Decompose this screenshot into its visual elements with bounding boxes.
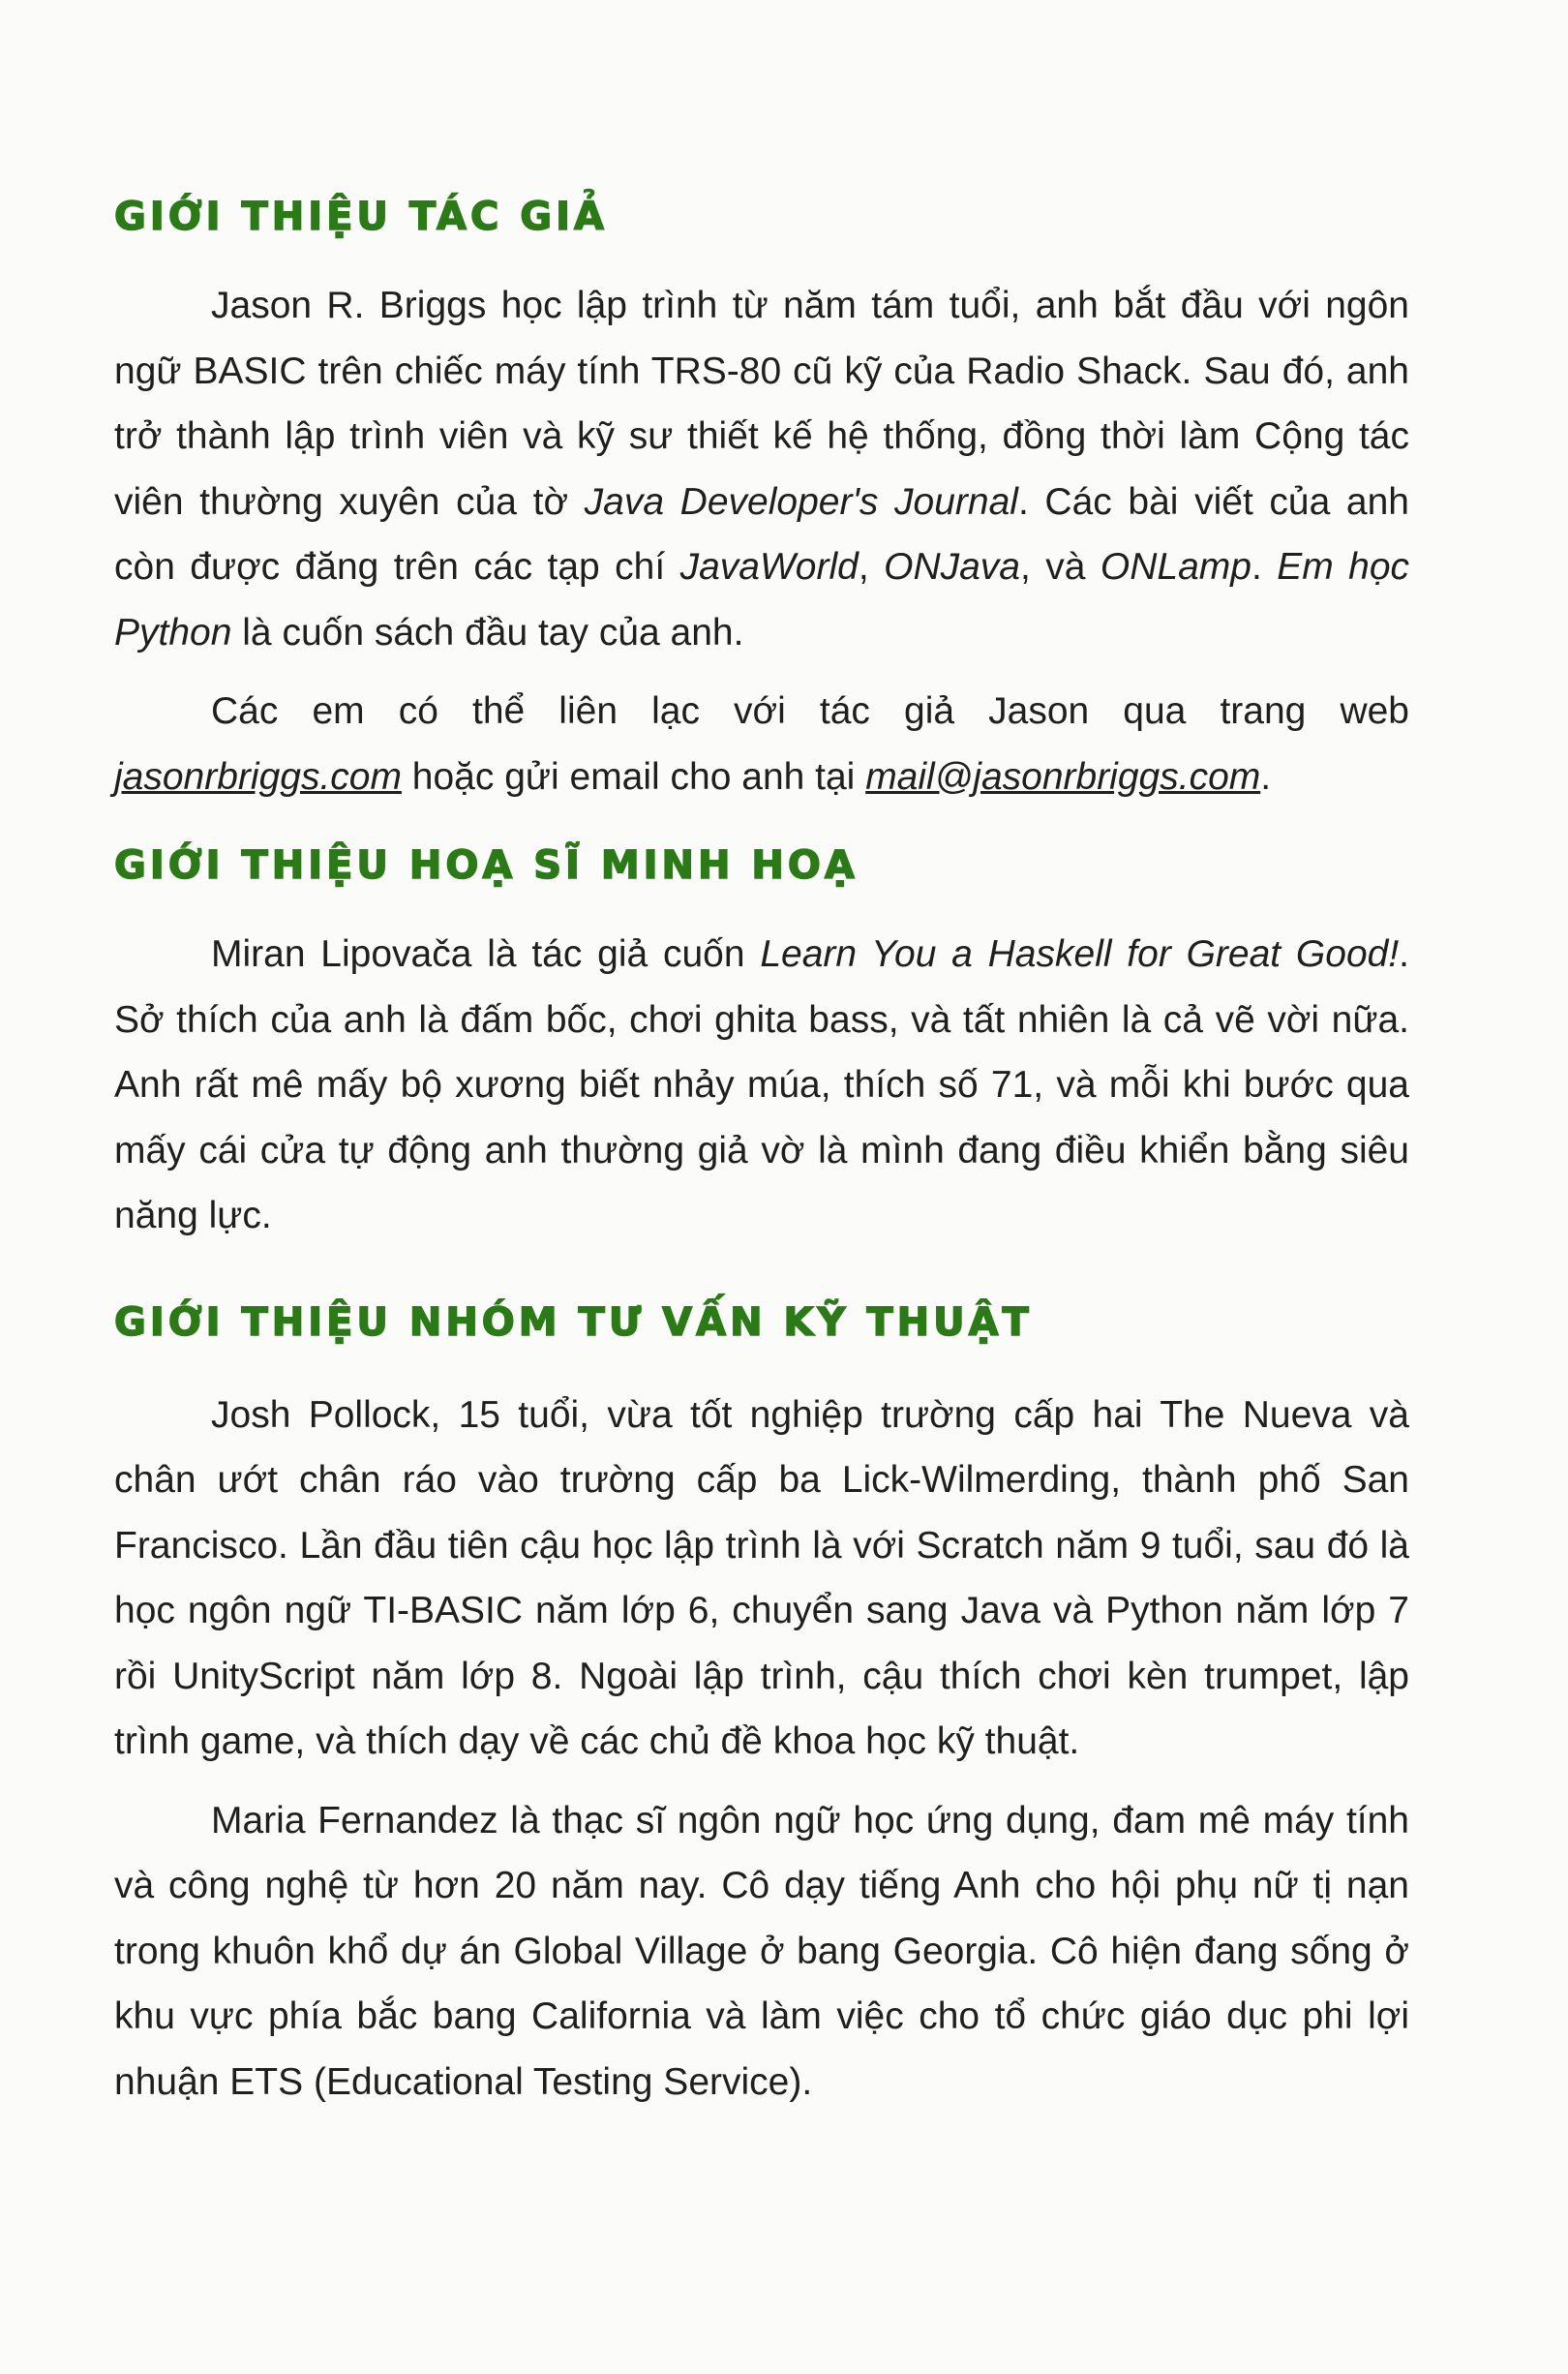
reviewer-bio-paragraph: Maria Fernandez là thạc sĩ ngôn ngữ học ứng dụng, đam mê máy tính và công nghệ từ hơn 20 năm nay. Cô dạy tiếng Anh cho hội phụ nữ tị nạn trong khuôn khổ dự án Global Village ở bang Georgia. Cô hiện đang sống ở khu vực phía bắc bang California và làm việc cho tổ chức giáo dục phi lợi nhuận ETS (Educational Testing Service).: [114, 1799, 1409, 2103]
illustrator-bio-paragraph: [114, 922, 1409, 1249]
text-run: . Các bài viết của anh còn được đăng trên các tạp chí: [114, 480, 1409, 588]
author-heading: GIỚI THIỆU TÁC GIẢ: [114, 195, 608, 239]
tech-reviewers-section: [114, 1292, 1409, 2115]
journal-title: Java Developer's Journal: [584, 480, 1018, 523]
magazine-title: JavaWorld: [679, 546, 859, 588]
book-title: Em học Python: [114, 546, 1410, 654]
text-run: , và: [1020, 546, 1101, 588]
text-run: ,: [858, 546, 885, 588]
text-run: Jason R. Briggs học lập trình từ năm tám tuổi, anh bắt đầu với ngôn ngữ BASIC trên chiếc máy tính TRS-80 cũ kỹ của Radio Shack. Sau đó, anh trở thành lập trình viên và kỹ sư thiết kế hệ thống, đồng thời làm Cộng tác viên thường xuyên của tờ: [114, 285, 1409, 523]
illustrator-section: [114, 835, 1409, 1249]
book-title: Learn You a Haskell for Great Good!: [760, 933, 1400, 975]
text-run: .: [1260, 755, 1272, 798]
text-run: .: [1251, 546, 1278, 588]
tech-reviewers-heading: GIỚI THIỆU NHÓM TƯ VẤN KỸ THUẬT: [114, 1299, 1033, 1345]
illustrator-heading: GIỚI THIỆU HOẠ SĨ MINH HOẠ: [114, 843, 859, 888]
text-run: Các em có thể liên lạc với tác giả Jason qua trang web: [211, 690, 1409, 732]
website-link[interactable]: jasonrbriggs.com: [114, 755, 402, 798]
magazine-title: ONLamp: [1100, 546, 1251, 588]
text-run: hoặc gửi email cho anh tại: [401, 755, 866, 798]
author-section: [114, 186, 1409, 809]
reviewer-bio-paragraph: Josh Pollock, 15 tuổi, vừa tốt nghiệp trường cấp hai The Nueva và chân ướt chân ráo vào trường cấp ba Lick-Wilmerding, thành phố San Francisco. Lần đầu tiên cậu học lập trình là với Scratch năm 9 tuổi, sau đó là học ngôn ngữ TI-BASIC năm lớp 6, chuyển sang Java và Python năm lớp 7 rồi UnityScript năm lớp 8. Ngoài lập trình, cậu thích chơi kèn trumpet, lập trình game, và thích dạy về các chủ đề khoa học kỹ thuật.: [114, 1393, 1409, 1762]
author-bio-paragraph: [114, 273, 1409, 665]
text-run: là cuốn sách đầu tay của anh.: [231, 611, 744, 654]
magazine-title: ONJava: [884, 546, 1020, 588]
text-run: . Sở thích của anh là đấm bốc, chơi ghita bass, và tất nhiên là cả vẽ vời nữa. Anh rất mê mấy bộ xương biết nhảy múa, thích số 71, và mỗi khi bước qua mấy cái cửa tự động anh thường giả vờ là mình đang điều khiển bằng siêu năng lực.: [114, 933, 1410, 1236]
author-contact-paragraph: [114, 679, 1409, 809]
text-run: Miran Lipovača là tác giả cuốn: [211, 933, 761, 975]
email-link[interactable]: mail@jasonrbriggs.com: [865, 755, 1261, 798]
